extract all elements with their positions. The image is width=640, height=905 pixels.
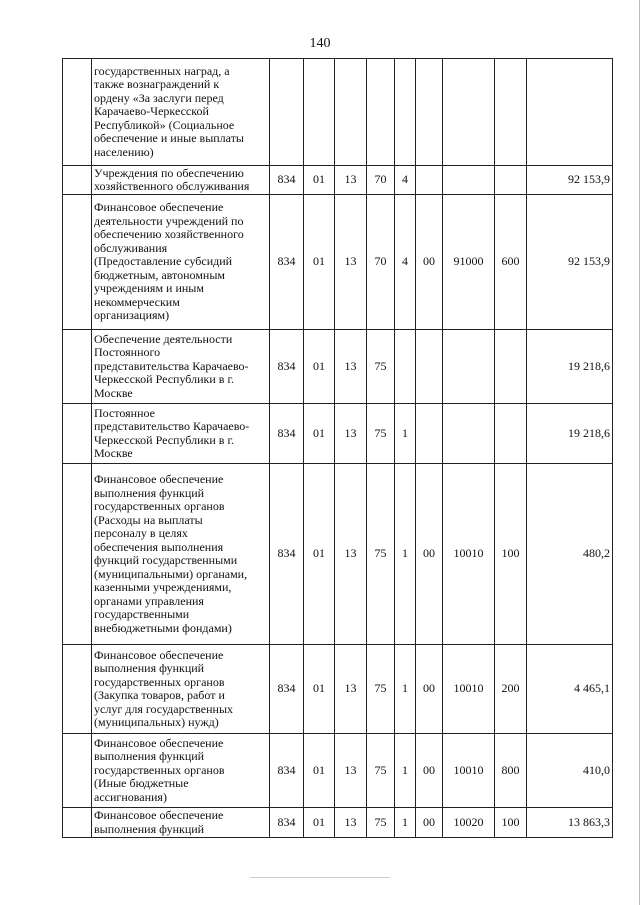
description-line: обеспечение и иные выплаты [94,131,244,146]
description-line: Москве [94,385,133,400]
section-cell: 01 [304,734,335,808]
description-line: также вознаграждений к [94,77,220,92]
description-line: бюджетным, автономным [94,267,225,282]
main-activity-cell [416,330,443,404]
subprogram-cell: 1 [395,404,416,464]
direction-cell: 10020 [443,808,495,838]
section-cell: 01 [304,330,335,404]
description-cell [92,330,270,404]
program-cell: 75 [367,404,395,464]
description-line: ордену «За заслуги перед [94,90,224,105]
subsection-cell: 13 [335,330,367,404]
description-line: Финансовое обеспечение [94,472,224,486]
grbs-cell: 834 [270,734,304,808]
subprogram-cell: 1 [395,645,416,734]
amount-cell: 19 218,6 [527,330,613,404]
grbs-cell: 834 [270,330,304,404]
description-line: некоммерческим [94,294,180,309]
expense-type-cell: 100 [495,808,527,838]
grbs-cell: 834 [270,645,304,734]
amount-cell: 480,2 [527,464,613,645]
amount-cell: 19 218,6 [527,404,613,464]
description-line: представительство Карачаево- [94,419,250,433]
description-line: (Расходы на выплаты [94,512,203,527]
main-activity-cell [416,166,443,195]
description-line: обеспечению хозяйственного [94,227,244,242]
subprogram-cell [395,59,416,166]
subsection-cell: 13 [335,195,367,330]
subprogram-cell [395,330,416,404]
description-line: выполнения функций [94,661,205,675]
subprogram-cell: 1 [395,464,416,645]
expense-type-cell [495,404,527,464]
description-line: учреждениям и иным [94,281,204,296]
main-activity-cell [416,404,443,464]
program-cell: 75 [367,330,395,404]
description-line: казенными учреждениями, [94,580,232,594]
blank-cell [63,464,92,645]
description-line: Финансовое обеспечение [94,735,224,750]
description-line: выполнения функций [94,485,205,500]
grbs-cell: 834 [270,808,304,838]
subsection-cell: 13 [335,645,367,734]
description-line: государственными [94,607,190,621]
program-cell: 75 [367,464,395,645]
description-line: организациям) [94,308,170,323]
description-line: Карачаево-Черкесской [94,104,209,119]
description-cell [92,464,270,645]
description-line: (Закупка товаров, работ и [94,688,225,702]
description-line: представительства Карачаево- [94,358,249,373]
expense-type-cell: 100 [495,464,527,645]
grbs-cell: 834 [270,404,304,464]
amount-cell: 92 153,9 [527,195,613,330]
table-row [63,645,613,734]
direction-cell: 91000 [443,195,495,330]
section-cell: 01 [304,464,335,645]
program-cell: 75 [367,645,395,734]
description-line: (Иные бюджетные [94,776,189,791]
expense-type-cell: 600 [495,195,527,330]
main-activity-cell: 00 [416,464,443,645]
description-cell [92,166,270,195]
description-line: выполнения функций [94,821,205,836]
description-line: хозяйственного обслуживания [94,179,250,193]
blank-cell [63,330,92,404]
subprogram-cell: 4 [395,195,416,330]
description-line: Финансовое обеспечение [94,200,224,215]
direction-cell [443,59,495,166]
main-activity-cell: 00 [416,734,443,808]
grbs-cell: 834 [270,464,304,645]
expense-type-cell [495,330,527,404]
amount-cell [527,59,613,166]
description-line: (муниципальных) нужд) [94,715,219,729]
direction-cell [443,166,495,195]
description-cell [92,195,270,330]
description-line: обеспечения выполнения [94,539,224,554]
grbs-cell [270,59,304,166]
subsection-cell: 13 [335,464,367,645]
expense-type-cell [495,166,527,195]
direction-cell: 10010 [443,464,495,645]
main-activity-cell [416,59,443,166]
description-line: государственных органов [94,674,225,689]
description-line: Финансовое обеспечение [94,808,224,822]
table-row [63,330,613,404]
description-line: (Предоставление субсидий [94,254,233,269]
blank-cell [63,166,92,195]
blank-cell [63,808,92,838]
subsection-cell: 13 [335,734,367,808]
direction-cell: 10010 [443,645,495,734]
table-row [63,166,613,195]
section-cell [304,59,335,166]
description-cell [92,59,270,166]
description-line: органами управления [94,593,204,608]
program-cell [367,59,395,166]
main-activity-cell: 00 [416,645,443,734]
amount-cell: 410,0 [527,734,613,808]
description-line: (муниципальными) органами, [94,566,248,581]
expense-type-cell: 800 [495,734,527,808]
expense-type-cell: 200 [495,645,527,734]
blank-cell [63,645,92,734]
program-cell: 70 [367,166,395,195]
subsection-cell [335,59,367,166]
description-line: Постоянное [94,405,155,420]
description-cell [92,808,270,838]
description-cell [92,734,270,808]
subprogram-cell: 1 [395,734,416,808]
scan-artifact-line [250,877,390,878]
blank-cell [63,59,92,166]
table-row [63,59,613,166]
description-line: государственных органов [94,499,225,513]
program-cell: 75 [367,808,395,838]
amount-cell: 4 465,1 [527,645,613,734]
subsection-cell: 13 [335,808,367,838]
description-line: Финансовое обеспечение [94,647,224,662]
description-line: населению) [94,144,154,159]
section-cell: 01 [304,195,335,330]
description-line: Постоянного [94,345,161,360]
description-line: Черкесской Республики в г. [94,432,235,447]
section-cell: 01 [304,645,335,734]
subsection-cell: 13 [335,404,367,464]
direction-cell [443,330,495,404]
main-activity-cell: 00 [416,808,443,838]
direction-cell: 10010 [443,734,495,808]
table-row [63,195,613,330]
table-row [63,404,613,464]
description-line: ассигнования) [94,789,167,804]
blank-cell [63,734,92,808]
page-number: 140 [309,36,331,51]
description-line: деятельности учреждений по [94,213,244,228]
description-line: внебюджетными фондами) [94,620,232,635]
main-activity-cell: 00 [416,195,443,330]
grbs-cell: 834 [270,195,304,330]
table-row [63,464,613,645]
subprogram-cell: 4 [395,166,416,195]
description-line: государственных органов [94,762,225,777]
amount-cell: 92 153,9 [527,166,613,195]
description-line: Москве [94,446,133,460]
amount-cell: 13 863,3 [527,808,613,838]
section-cell: 01 [304,166,335,195]
section-cell: 01 [304,404,335,464]
program-cell: 70 [367,195,395,330]
subprogram-cell: 1 [395,808,416,838]
program-cell: 75 [367,734,395,808]
blank-cell [63,195,92,330]
budget-table [62,58,613,838]
description-line: Учреждения по обеспечению [94,165,244,180]
grbs-cell: 834 [270,166,304,195]
description-line: функций государственными [94,553,238,567]
description-line: Обеспечение деятельности [94,331,233,346]
direction-cell [443,404,495,464]
table-row [63,734,613,808]
description-line: обслуживания [94,240,168,255]
section-cell: 01 [304,808,335,838]
description-line: услуг для государственных [94,701,234,716]
table-row [63,808,613,838]
description-line: государственных наград, а [94,63,230,78]
blank-cell [63,404,92,464]
description-line: выполнения функций [94,749,205,764]
description-line: персоналу в целях [94,526,188,540]
subsection-cell: 13 [335,166,367,195]
description-line: Республикой» (Социальное [94,117,235,132]
description-cell [92,404,270,464]
description-cell [92,645,270,734]
expense-type-cell [495,59,527,166]
description-line: Черкесской Республики в г. [94,372,235,387]
